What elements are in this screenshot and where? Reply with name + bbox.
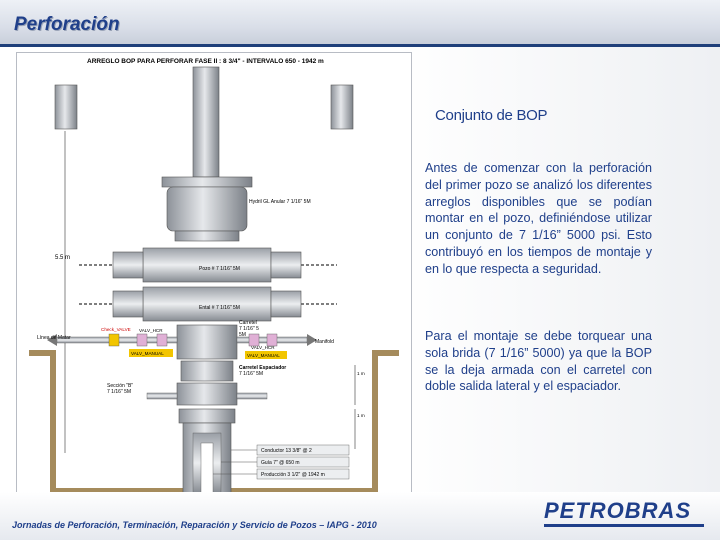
carretel-top-size: 7 1/16" 5 <box>239 326 259 332</box>
pipe-ram-label-b: Ental # 7 1/16" 5M <box>199 305 240 311</box>
wellhead-side-outlet-right <box>237 393 267 399</box>
carretel-top-size-2: 5M <box>239 332 246 338</box>
ram-actuator-right-lower <box>271 291 301 317</box>
petrobras-logo: PETROBRAS <box>544 498 692 523</box>
annular-top-flange <box>162 177 252 187</box>
ram-actuator-right-upper <box>271 252 301 278</box>
production-casing <box>201 443 213 493</box>
height-label: 5.5 m <box>55 255 71 261</box>
section-subtitle: Conjunto de BOP <box>435 107 548 124</box>
paragraph-1: Antes de comenzar con la perforación del primer pozo se analizó los diferentes arreglos disponibles que se podían montar en el pozo, definiéndose utilizar un conjunto de 7 1/16” 5000 psi. Esto contribuyó en los tiempos de montaje y en lo que respecta a seguridad. <box>425 161 652 276</box>
seccion-size: 7 1/16" 5M <box>107 389 132 395</box>
conductor-label: Conductor 13 3/8" @ 2 <box>261 448 312 454</box>
ram-actuator-left-upper <box>113 252 143 278</box>
annular-bottom-flange <box>175 231 239 241</box>
paragraph-2: Para el montaje se debe torquear una sola brida (7 1/16” 5000) ya que la BOP se la deja armada con el carretel con doble salida lateral y el espaciador. <box>425 329 652 394</box>
dim-label-1: 1 m <box>357 371 365 376</box>
ram-actuator-left-lower <box>113 291 143 317</box>
annular-preventer <box>167 187 247 231</box>
footer-event-text: Jornadas de Perforación, Terminación, Reparación y Servicio de Pozos – IAPG - 2010 <box>12 520 377 530</box>
diagram-title: ARREGLO BOP PARA PERFORAR FASE II : 8 3/4" - INTERVALO 650 - 1942 m <box>87 58 324 65</box>
hydril-label: Hydril GL Anular 7 1/16" 5M <box>249 199 311 205</box>
linea-matar-label: Línea de Matar <box>37 335 71 341</box>
page-title: Perforación <box>14 14 120 35</box>
manual-valve-label-right: VALV_MANUAL <box>247 353 280 358</box>
drilling-spool <box>177 325 237 359</box>
carretel-top-label: Carretel <box>239 320 257 326</box>
check-valve-label: Check_VALVE <box>101 327 131 332</box>
wellhead-side-outlet-left <box>147 393 177 399</box>
bop-diagram-svg <box>17 53 411 493</box>
logo-underline <box>544 524 704 527</box>
pipe-ram-label-a: Pozo # 7 1/16" 5M <box>199 266 240 272</box>
rig-floor-left <box>55 85 77 129</box>
carretel-esp-size: 7 1/16" 5M <box>239 371 264 377</box>
manual-valve-left <box>157 334 167 346</box>
casing-head <box>179 409 235 423</box>
bop-diagram <box>16 52 412 494</box>
seccion-label: Sección "B" <box>107 383 134 389</box>
carretel-esp-label: Carretel Espaciador <box>239 365 287 371</box>
hcr-valve-left <box>137 334 147 346</box>
guia-label: Guía 7" @ 650 m <box>261 460 300 466</box>
dim-label-2: 1 m <box>357 413 365 418</box>
manual-valve-label-left: VALV_MANUAL <box>131 351 164 356</box>
wellhead-section-b <box>177 383 237 405</box>
hcr-valve-label-right: VALV_HCR <box>251 345 275 350</box>
manifold-label: Manifold <box>315 339 334 345</box>
bell-nipple <box>193 67 219 177</box>
spacer-spool <box>181 361 233 381</box>
hcr-valve-label-left: VALV_HCR <box>139 328 163 333</box>
produccion-label: Producción 3 1/2" @ 1942 m <box>261 472 325 478</box>
rig-floor-right <box>331 85 353 129</box>
ram-bop-lower <box>143 287 271 321</box>
ram-bop-upper <box>143 248 271 282</box>
check-valve <box>109 334 119 346</box>
